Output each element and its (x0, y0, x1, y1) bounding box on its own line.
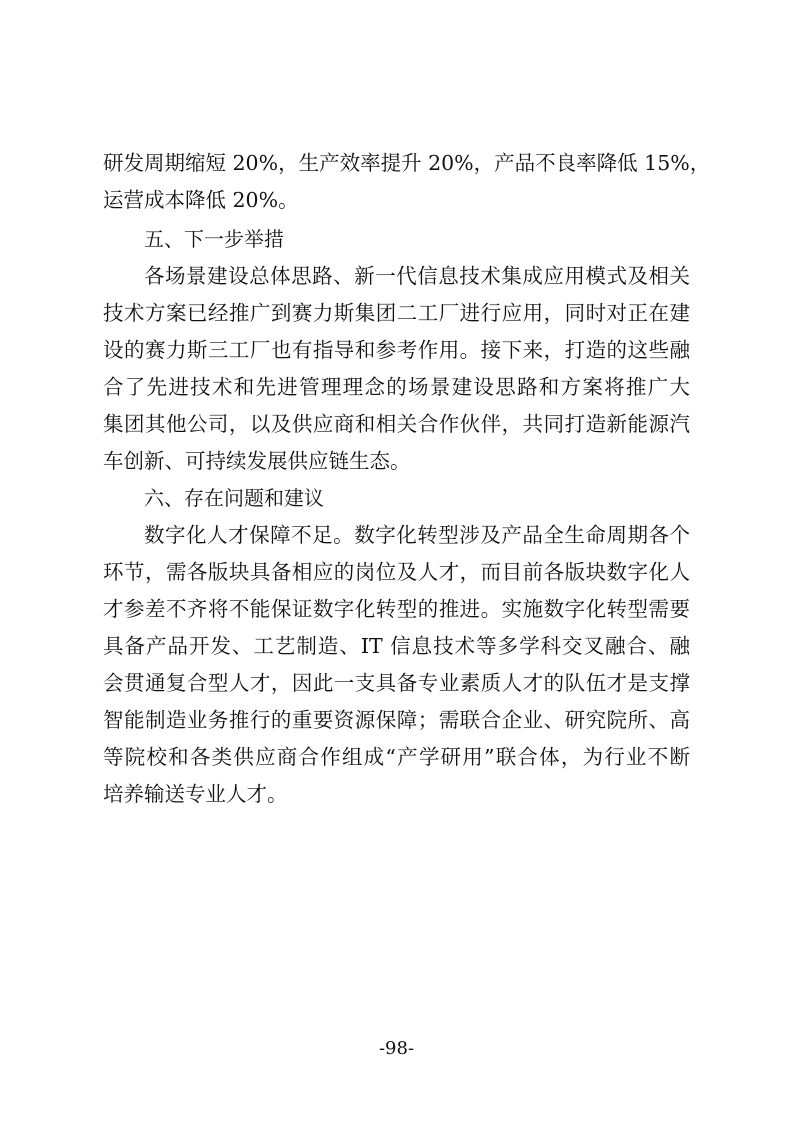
paragraph-line: 设的赛力斯三工厂也有指导和参考作用。接下来，打造的这些融 (103, 338, 690, 362)
page-number: -98- (378, 1038, 415, 1059)
paragraph-line: 会贯通复合型人才，因此一支具备专业素质人才的队伍才是支撑 (103, 671, 690, 695)
paragraph-line: 研发周期缩短 20%，生产效率提升 20%，产品不良率降低 15%， (103, 151, 711, 175)
paragraph-line: 具备产品开发、工艺制造、IT 信息技术等多学科交叉融合、融 (103, 634, 690, 658)
paragraph-line: 培养输送专业人才。 (103, 782, 288, 806)
paragraph-line: 集团其他公司，以及供应商和相关合作伙伴，共同打造新能源汽 (103, 412, 690, 436)
paragraph-line: 各场景建设总体思路、新一代信息技术集成应用模式及相关 (144, 264, 690, 288)
paragraph-line: 车创新、可持续发展供应链生态。 (103, 449, 411, 473)
section-heading: 六、存在问题和建议 (144, 486, 324, 510)
paragraph-line: 智能制造业务推行的重要资源保障；需联合企业、研究院所、高 (103, 708, 690, 732)
paragraph-line: 数字化人才保障不足。数字化转型涉及产品全生命周期各个 (144, 523, 690, 547)
paragraph-line: 运营成本降低 20%。 (103, 188, 299, 212)
paragraph-line: 环节，需各版块具备相应的岗位及人才，而目前各版块数字化人 (103, 560, 690, 584)
paragraph-line: 才参差不齐将不能保证数字化转型的推进。实施数字化转型需要 (103, 597, 690, 621)
paragraph-line: 等院校和各类供应商合作组成“产学研用”联合体，为行业不断 (103, 745, 690, 769)
section-heading: 五、下一步举措 (144, 227, 284, 251)
paragraph-line: 技术方案已经推广到赛力斯集团二工厂进行应用，同时对正在建 (103, 301, 690, 325)
paragraph-line: 合了先进技术和先进管理理念的场景建设思路和方案将推广大 (103, 375, 690, 399)
